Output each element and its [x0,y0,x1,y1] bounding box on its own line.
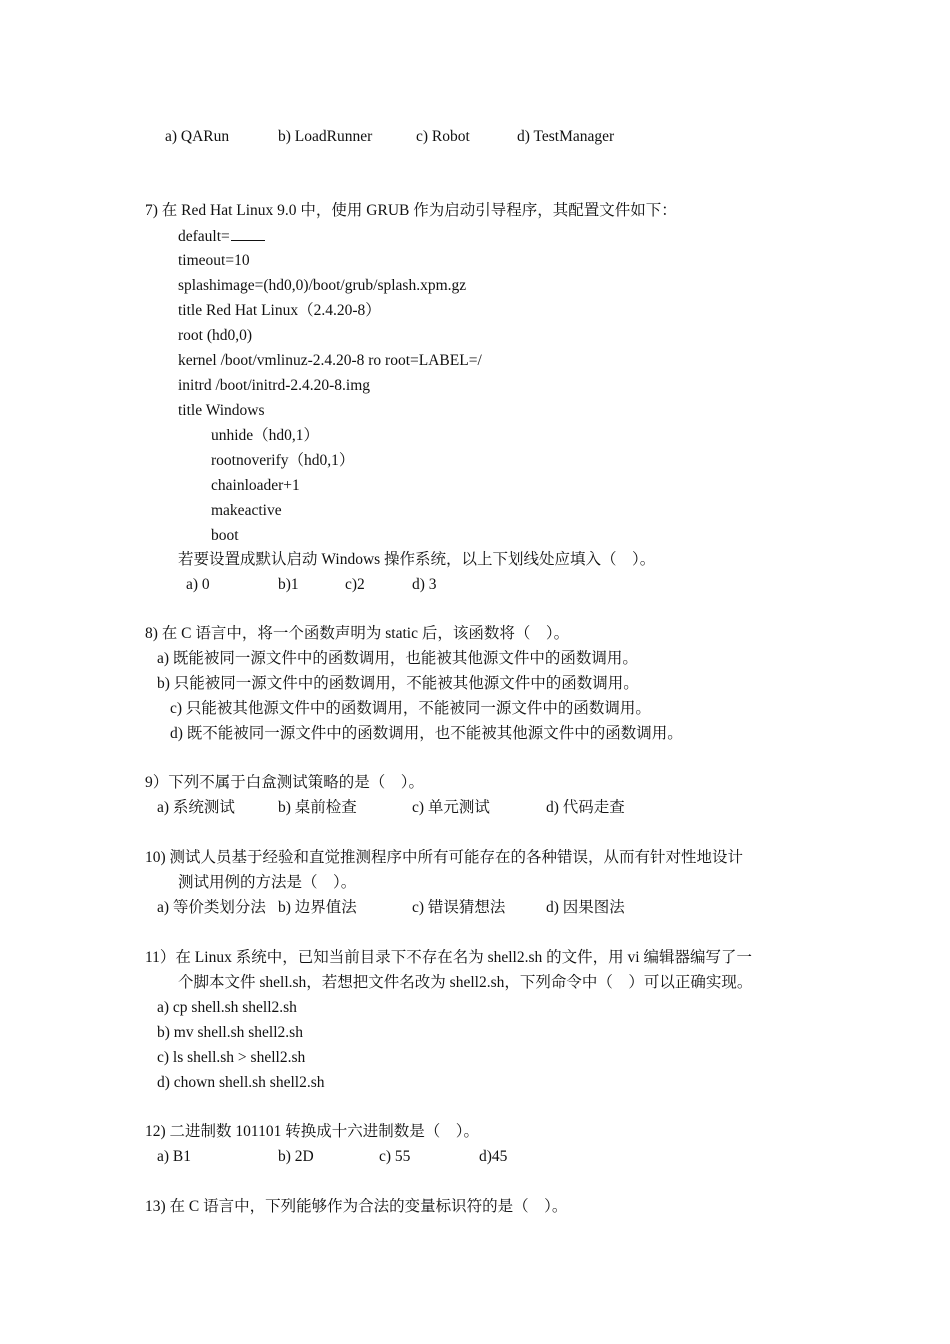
q7-config-indented-line: chainloader+1 [211,477,300,494]
q7-config-line: title Red Hat Linux（2.4.20-8） [178,302,381,319]
q7-config-line: kernel /boot/vmlinuz-2.4.20-8 ro root=LABEL=/ [178,352,482,369]
q7-config-indented-line: boot [211,527,239,544]
q8-option-a: a) 既能被同一源文件中的函数调用，也能被其他源文件中的函数调用。 [157,650,638,667]
q7-config-line: splashimage=(hd0,0)/boot/grub/splash.xpm.gz [178,277,467,294]
q11-stem-line2: 个脚本文件 shell.sh，若想把文件名改为 shell2.sh，下列命令中（ ）可以正确实现。 [178,974,753,991]
q10-option-b: b) 边界值法 [278,899,357,916]
q7-config-line: initrd /boot/initrd-2.4.20-8.img [178,377,371,394]
q11-option-c: c) ls shell.sh > shell2.sh [157,1049,306,1066]
q9-option-a: a) 系统测试 [157,799,235,816]
q12-option-c: c) 55 [379,1148,411,1165]
q7-option-d: d) 3 [412,576,437,593]
q7-config-default-text: default= [178,228,230,245]
q12-option-a: a) B1 [157,1148,192,1165]
q12-stem: 12) 二进制数 101101 转换成十六进制数是（ ）。 [145,1123,479,1140]
q7-stem: 7) 在 Red Hat Linux 9.0 中，使用 GRUB 作为启动引导程序，其配置文件如下： [145,202,677,219]
q7-config-default [178,226,265,247]
q6-option-d: d) TestManager [517,128,615,145]
q9-stem: 9）下列不属于白盒测试策略的是（ ）。 [145,774,425,791]
q8-option-b: b) 只能被同一源文件中的函数调用，不能被其他源文件中的函数调用。 [157,675,639,692]
q6-option-b: b) LoadRunner [278,128,373,145]
q7-config-indented-line: makeactive [211,502,282,519]
q10-stem-line1: 10) 测试人员基于经验和直觉推测程序中所有可能存在的各种错误，从而有针对性地设计 [145,849,744,866]
q11-option-d: d) chown shell.sh shell2.sh [157,1074,325,1091]
q10-option-d: d) 因果图法 [546,899,625,916]
q6-option-a: a) QARun [165,128,230,145]
q12-option-d: d)45 [479,1148,508,1165]
q7-config-line: title Windows [178,402,265,419]
q7-config-line: timeout=10 [178,252,250,269]
q7-option-a: a) 0 [186,576,210,593]
q10-option-a: a) 等价类划分法 [157,899,266,916]
q10-stem-line2: 测试用例的方法是（ ）。 [178,874,357,891]
q8-option-d: d) 既不能被同一源文件中的函数调用，也不能被其他源文件中的函数调用。 [170,725,683,742]
q9-option-c: c) 单元测试 [412,799,490,816]
q7-config-indented-line: unhide（hd0,1） [211,427,320,444]
q9-option-b: b) 桌前检查 [278,799,357,816]
q11-option-a: a) cp shell.sh shell2.sh [157,999,297,1016]
q11-stem-line1: 11）在 Linux 系统中，已知当前目录下不存在名为 shell2.sh 的文件，用 vi 编辑器编写了一 [145,949,752,966]
q11-option-b: b) mv shell.sh shell2.sh [157,1024,303,1041]
q7-fill-blank [231,226,265,241]
q6-option-c: c) Robot [416,128,470,145]
q7-option-c: c)2 [345,576,365,593]
q12-option-b: b) 2D [278,1148,314,1165]
q8-option-c: c) 只能被其他源文件中的函数调用，不能被同一源文件中的函数调用。 [170,700,651,717]
q7-config-indented-line: rootnoverify（hd0,1） [211,452,355,469]
q7-option-b: b)1 [278,576,299,593]
q13-stem: 13) 在 C 语言中，下列能够作为合法的变量标识符的是（ ）。 [145,1198,568,1215]
q9-option-d: d) 代码走查 [546,799,625,816]
q7-prompt: 若要设置成默认启动 Windows 操作系统，以上下划线处应填入（ ）。 [178,551,656,568]
q8-stem: 8) 在 C 语言中，将一个函数声明为 static 后，该函数将（ ）。 [145,625,570,642]
q7-config-line: root (hd0,0) [178,327,253,344]
q10-option-c: c) 错误猜想法 [412,899,506,916]
